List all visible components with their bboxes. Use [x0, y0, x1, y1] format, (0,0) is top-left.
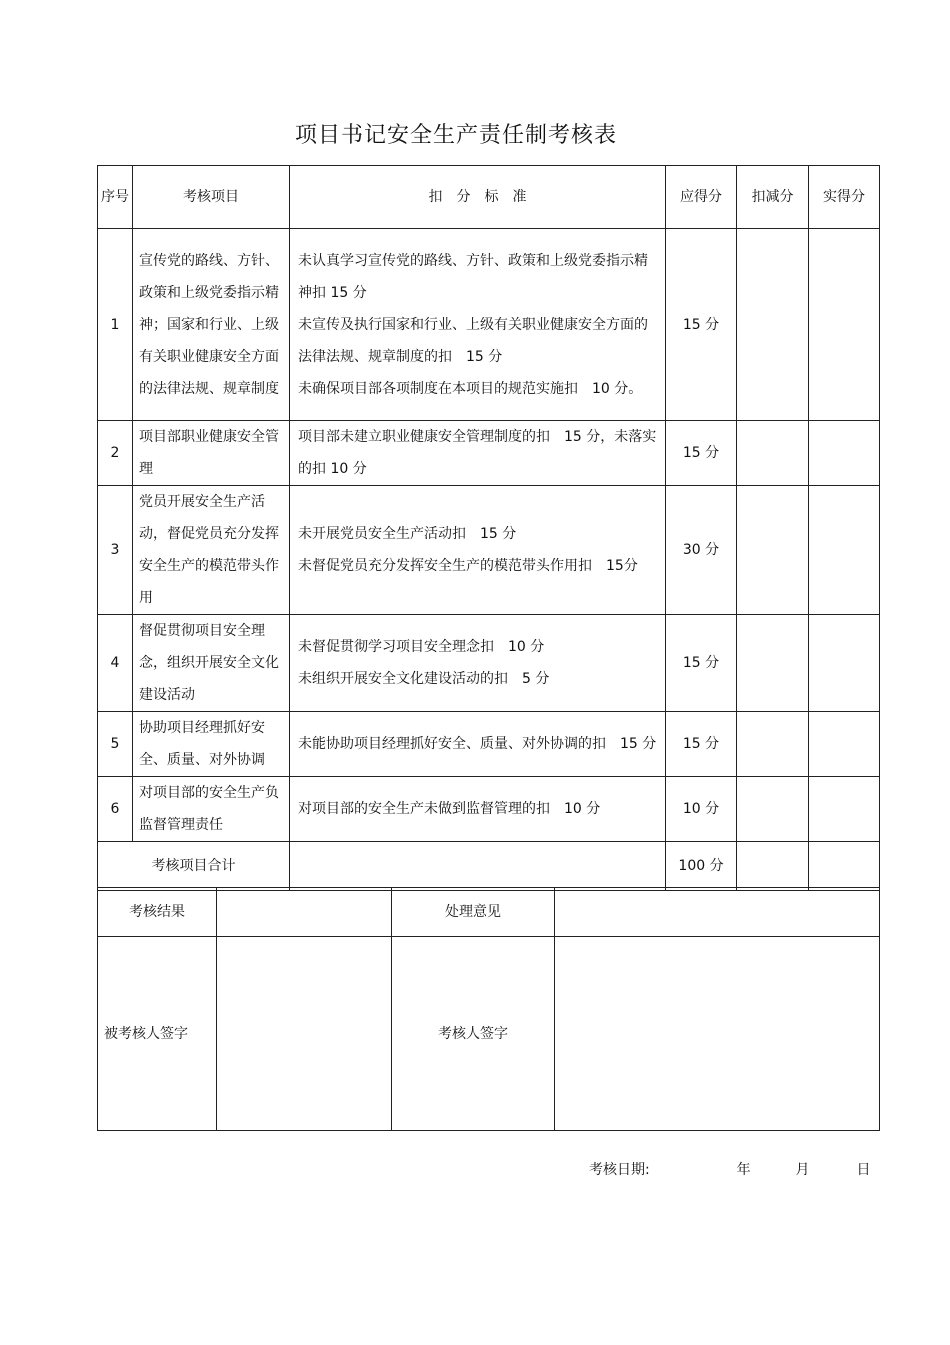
row-number: 1: [98, 229, 133, 421]
total-row: [98, 842, 880, 891]
standard-line: 未开展党员安全生产活动扣 15 分: [298, 526, 517, 542]
standard-line: 未宣传及执行国家和行业、上级有关职业健康安全方面的法律法规、规章制度的扣 15 分: [298, 316, 648, 365]
assessment-table: [97, 165, 880, 891]
table-row: [98, 421, 880, 486]
row-due-points: 30 分: [666, 486, 737, 615]
total-actual-cell: [809, 842, 880, 891]
row-item: 项目部职业健康安全管理: [133, 421, 290, 486]
row-deduct-cell: [737, 421, 809, 486]
total-label: 考核项目合计: [98, 842, 290, 891]
row-due-points: 15 分: [666, 421, 737, 486]
row-standard: [290, 229, 666, 421]
opinion-field[interactable]: [555, 888, 880, 937]
total-deduct-cell: [737, 842, 809, 891]
row-number: 4: [98, 615, 133, 712]
table-row: [98, 615, 880, 712]
standard-line: 未能协助项目经理抓好安全、质量、对外协调的扣 15 分: [298, 736, 657, 752]
standard-line: 未确保项目部各项制度在本项目的规范实施扣 10 分。: [298, 380, 643, 397]
date-day: 日: [856, 1162, 871, 1178]
examinee-sign-field[interactable]: [217, 937, 392, 1131]
standard-line: 未组织开展安全文化建设活动的扣 5 分: [298, 671, 550, 687]
row-due-points: 15 分: [666, 229, 737, 421]
row-deduct-cell: [737, 486, 809, 615]
row-number: 2: [98, 421, 133, 486]
row-item: 协助项目经理抓好安全、质量、对外协调: [133, 712, 290, 777]
examiner-sign-field[interactable]: [555, 937, 880, 1131]
table-header-row: [98, 166, 880, 229]
table-row: [98, 712, 880, 777]
header-due: 应得分: [666, 166, 737, 229]
examiner-sign-label: 考核人签字: [392, 937, 555, 1131]
date-year: 年: [736, 1162, 751, 1178]
row-due-points: 10 分: [666, 777, 737, 842]
result-row: [98, 888, 880, 937]
row-deduct-cell: [737, 777, 809, 842]
total-standard-cell: [290, 842, 666, 891]
opinion-label: 处理意见: [392, 888, 555, 937]
standard-line: 项目部未建立职业健康安全管理制度的扣 15 分，未落实的扣 10 分: [298, 429, 657, 477]
row-actual-cell: [809, 777, 880, 842]
row-standard: [290, 486, 666, 615]
row-actual-cell: [809, 712, 880, 777]
examinee-sign-label: 被考核人签字: [98, 937, 217, 1131]
row-standard: [290, 421, 666, 486]
assessment-date: [589, 1159, 870, 1179]
row-deduct-cell: [737, 229, 809, 421]
row-actual-cell: [809, 229, 880, 421]
document-title: 项目书记安全生产责任制考核表: [294, 123, 617, 148]
table-row: [98, 777, 880, 842]
row-standard: [290, 712, 666, 777]
row-due-points: 15 分: [666, 712, 737, 777]
header-deduct: 扣减分: [737, 166, 809, 229]
row-actual-cell: [809, 615, 880, 712]
row-standard: [290, 615, 666, 712]
header-item: 考核项目: [133, 166, 290, 229]
header-seq: 序号: [98, 166, 133, 229]
row-actual-cell: [809, 486, 880, 615]
row-item: 督促贯彻项目安全理念，组织开展安全文化建设活动: [133, 615, 290, 712]
table-row: [98, 486, 880, 615]
signature-row: [98, 937, 880, 1131]
standard-line: 未督促贯彻学习项目安全理念扣 10 分: [298, 639, 545, 655]
date-label: 考核日期:: [589, 1162, 650, 1178]
row-actual-cell: [809, 421, 880, 486]
header-standard: 扣 分 标 准: [290, 166, 666, 229]
standard-line: 对项目部的安全生产未做到监督管理的扣 10 分: [298, 801, 601, 817]
row-item: 对项目部的安全生产负监督管理责任: [133, 777, 290, 842]
signature-table: [97, 887, 880, 1131]
table-row: [98, 229, 880, 421]
result-field[interactable]: [217, 888, 392, 937]
row-number: 3: [98, 486, 133, 615]
row-due-points: 15 分: [666, 615, 737, 712]
total-due-points: 100 分: [666, 842, 737, 891]
result-label: 考核结果: [98, 888, 217, 937]
row-item: 党员开展安全生产活动，督促党员充分发挥安全生产的模范带头作用: [133, 486, 290, 615]
row-standard: [290, 777, 666, 842]
header-actual: 实得分: [809, 166, 880, 229]
row-number: 5: [98, 712, 133, 777]
standard-line: 未认真学习宣传党的路线、方针、政策和上级党委指示精神扣 15 分: [298, 252, 648, 301]
row-item: 宣传党的路线、方针、政策和上级党委指示精神；国家和行业、上级有关职业健康安全方面的法律法规、规章制度: [133, 229, 290, 421]
row-deduct-cell: [737, 712, 809, 777]
row-deduct-cell: [737, 615, 809, 712]
standard-line: 未督促党员充分发挥安全生产的模范带头作用扣 15分: [298, 558, 638, 574]
row-number: 6: [98, 777, 133, 842]
date-month: 月: [795, 1162, 810, 1178]
